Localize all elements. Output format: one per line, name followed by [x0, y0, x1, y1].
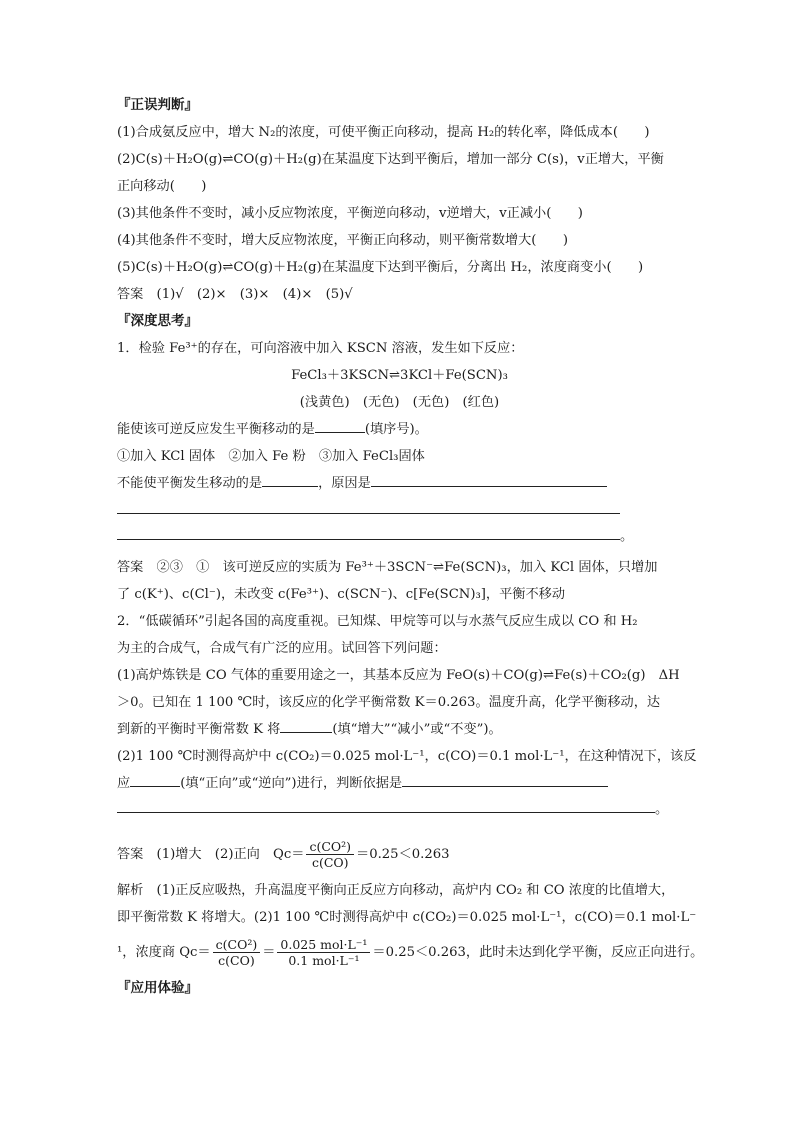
q1-options: ①加入 KCl 固体 ②加入 Fe 粉 ③加入 FeCl₃固体	[117, 449, 425, 464]
judge-item-2: (2)C(s)＋H₂O(g)⇌CO(g)＋H₂(g)在某温度下达到平衡后，增加一部分 C(s)，v正增大，平衡	[117, 152, 664, 167]
q1-equation: FeCl₃＋3KSCN⇌3KCl＋Fe(SCN)₃	[291, 368, 508, 383]
q2-basis-blank-2[interactable]	[117, 797, 655, 813]
q1-stem: 1．检验 Fe³⁺的存在，可向溶液中加入 KSCN 溶液，发生如下反应：	[117, 341, 524, 356]
q1-ask2	[117, 470, 682, 497]
judge-item-1: (1)合成氨反应中，增大 N₂的浓度，可使平衡正向移动，提高 H₂的转化率，降低成本( )	[117, 125, 650, 140]
q2-stem-1: 2．“低碳循环”引起各国的高度重视。已知煤、甲烷等可以与水蒸气反应生成以 CO 和 H₂	[117, 614, 638, 629]
q1-ask-prefix: 能使该可逆反应发生平衡移动的是	[117, 422, 315, 437]
q2-analysis-suffix: ＝0.25＜0.263，此时未达到化学平衡，反应正向进行。	[372, 945, 704, 960]
q1-ask2-blank[interactable]	[262, 471, 318, 487]
q2-part2-line-1: (2)1 100 ℃时测得高炉中 c(CO₂)＝0.025 mol·L⁻¹，c(CO)＝0.1 mol·L⁻¹，在这种情况下，该反	[117, 749, 697, 764]
q2-answer	[117, 833, 682, 877]
q1-reason-line-3	[117, 524, 682, 546]
q2-part1-suffix: (填“增大”“减小”或“不变”)。	[332, 722, 502, 737]
q2-part2-line-2	[117, 770, 682, 797]
q1-answer-blank[interactable]	[315, 417, 365, 433]
section-title-error-judge: 『正误判断』	[117, 97, 198, 113]
judge-item-3: (3)其他条件不变时，减小反应物浓度，平衡逆向移动，v逆增大，v正减小( )	[117, 206, 583, 221]
q1-colors: (浅黄色) (无色) (无色) (红色)	[299, 395, 500, 410]
q1-ask-suffix: (填序号)。	[364, 422, 428, 437]
q2-part2-blank[interactable]	[130, 771, 180, 787]
document-page	[117, 92, 704, 1002]
q2-part1-line-3	[117, 716, 682, 743]
q2-analysis-line-1: 解析 (1)正反应吸热，升高温度平衡向正反应方向移动，高炉内 CO₂ 和 CO 浓度的比值增大，	[117, 883, 675, 898]
q1-answer-line-2: 了 c(K⁺)、c(Cl⁻)，未改变 c(Fe³⁺)、c(SCN⁻)、c[Fe(SCN)₃]，平衡不移动	[117, 587, 566, 602]
section-title-application: 『应用体验』	[117, 980, 198, 996]
judge-answer: 答案 (1)√ (2)× (3)× (4)× (5)√	[117, 287, 353, 302]
q2-analysis-frac2-num: 0.025 mol·L⁻¹	[277, 937, 370, 953]
q2-part2-mid: (填“正向”或“逆向”)进行，判断依据是	[180, 776, 403, 791]
q2-part1-prefix: 到新的平衡时平衡常数 K 将	[117, 722, 281, 737]
q2-part1-blank[interactable]	[280, 717, 332, 733]
q2-part1-line-2: ＞0。已知在 1 100 ℃时，该反应的化学平衡常数 K＝0.263。温度升高，化学平衡移动，达	[117, 695, 661, 710]
q2-part1-line-1: (1)高炉炼铁是 CO 气体的重要用途之一，其基本反应为 FeO(s)＋CO(g)⇌Fe(s)＋CO₂(g) ΔH	[117, 668, 680, 683]
q2-analysis-eq: ＝	[262, 945, 276, 960]
q2-analysis-fraction-2	[277, 937, 370, 968]
q2-answer-suffix: ＝0.25＜0.263	[356, 847, 450, 862]
q1-answer-line-1: 答案 ②③ ① 该可逆反应的实质为 Fe³⁺＋3SCN⁻⇌Fe(SCN)₃，加入 KCl 固体，只增加	[117, 560, 658, 575]
q2-analysis-prefix: ¹，浓度商 Qc＝	[117, 945, 211, 960]
q2-analysis-fraction-1	[213, 937, 261, 968]
judge-item-4: (4)其他条件不变时，增大反应物浓度，平衡正向移动，则平衡常数增大( )	[117, 233, 568, 248]
q2-answer-fraction	[306, 839, 354, 870]
q2-part2-prefix: 应	[117, 776, 131, 791]
q1-reason-blank-3[interactable]	[117, 524, 620, 540]
judge-item-5: (5)C(s)＋H₂O(g)⇌CO(g)＋H₂(g)在某温度下达到平衡后，分离出 H₂，浓度商变小( )	[117, 260, 644, 275]
q1-end-mark: 。	[620, 529, 634, 544]
q1-reason-blank-2[interactable]	[117, 497, 620, 514]
q2-stem-2: 为主的合成气，合成气有广泛的应用。试回答下列问题：	[117, 641, 447, 656]
q2-analysis-frac2-den: 0.1 mol·L⁻¹	[288, 953, 360, 968]
judge-item-2-cont: 正向移动( )	[117, 179, 207, 194]
q2-analysis-line-3	[117, 931, 704, 975]
q1-ask2-mid: ，原因是	[318, 476, 371, 491]
q2-analysis-frac1-num: c(CO²)	[213, 937, 261, 953]
q2-answer-frac-num: c(CO²)	[306, 839, 354, 855]
q1-reason-blank-1[interactable]	[371, 471, 607, 487]
q2-analysis-line-2: 即平衡常数 K 将增大。(2)1 100 ℃时测得高炉中 c(CO₂)＝0.025 mol·L⁻¹，c(CO)＝0.1 mol·L⁻	[117, 910, 697, 925]
q2-answer-prefix: 答案 (1)增大 (2)正向 Qc＝	[117, 847, 305, 862]
q2-analysis-frac1-den: c(CO)	[218, 953, 255, 968]
q2-end-mark: 。	[655, 802, 669, 817]
q2-basis-line-2	[117, 797, 682, 819]
section-title-deep-thinking: 『深度思考』	[117, 313, 198, 329]
q1-ask2-prefix: 不能使平衡发生移动的是	[117, 476, 263, 491]
q1-ask	[117, 416, 682, 443]
q2-basis-blank-1[interactable]	[402, 771, 608, 787]
q2-answer-frac-den: c(CO)	[311, 855, 349, 870]
